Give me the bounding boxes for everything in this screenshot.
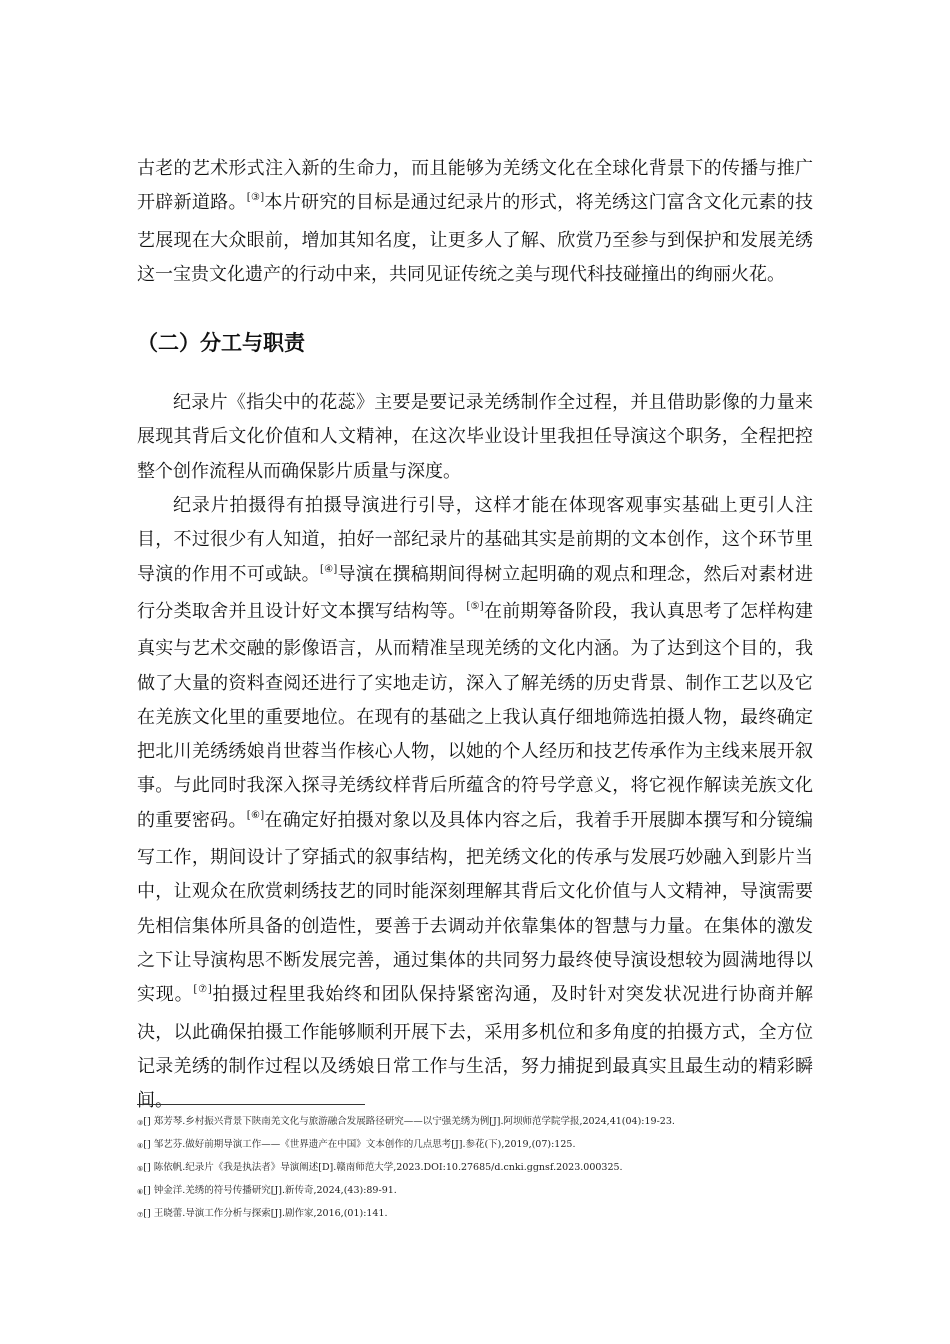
paragraph-text: 在确定好拍摄对象以及具体内容之后，我着手开展脚本撰写和分镜编写工作，期间设计了穿插式的叙事结构，把羌绣文化的传承与发展巧妙融入到影片当中，让观众在欣赏刺绣技艺的同时能深刻理解其背后文化价值与人文精神，导演需要先相信集体所具备的创造性，要善于去调动并依靠集体的智慧与力量。在集体的激发之下让导演构思不断发展完善，通过集体的共同努力最终使导演设想较为圆满地得以实现。: [137, 809, 813, 1006]
footnote-text: [] 邹艺芬.做好前期导演工作——《世界遗产在中国》文本创作的几点思考[J].参花(下),2019,(07):125.: [143, 1139, 576, 1150]
citation-ref: [⑤]: [466, 600, 484, 612]
footnote-text: [] 郑芳琴.乡村振兴背景下陕南羌文化与旅游融合发展路径研究——以宁强羌绣为例[J].阿坝师范学院学报,2024,41(04):19-23.: [143, 1116, 675, 1127]
paragraph-text: 纪录片拍摄得有拍摄导演进行引导，这样才能在体现客观事实基础上更引人注目，不过很少有人知道，拍好一部纪录片的基础其实是前期的文本创作，这个环节里导演的作用不可或缺。: [137, 495, 813, 585]
paragraph-2: [137, 489, 813, 1118]
footnotes: [137, 1116, 837, 1231]
footnote: [137, 1139, 837, 1151]
section-heading: （二）分工与职责: [137, 331, 305, 356]
footnote: [137, 1208, 837, 1220]
footnote: [137, 1162, 837, 1174]
body-text: [137, 152, 813, 1118]
citation-ref: [⑦]: [193, 984, 212, 996]
citation-ref: [⑥]: [246, 809, 265, 821]
footnote-mark: ⑤: [137, 1165, 144, 1173]
footnote-mark: ⑦: [137, 1211, 144, 1219]
paragraph-text: 古老的艺术形式注入新的生命力，而且能够为羌绣文化在全球化背景下的传播与推广开辟新道路。: [137, 158, 813, 214]
paragraph-text: 导演在撰稿期间得树立起明确的观点和理念，然后对素材进行分类取舍并且设计好文本撰写结构等。: [137, 563, 813, 622]
paragraph-intro: [137, 152, 813, 292]
footnote-text: [] 王晓蕾.导演工作分析与探索[J].剧作家,2016,(01):141.: [143, 1208, 388, 1219]
paragraph-text: 在前期筹备阶段，我认真思考了怎样构建真实与艺术交融的影像语言，从而精准呈现羌绣的文化内涵。为了达到这个目的，我做了大量的资料查阅还进行了实地走访，深入了解羌绣的历史背景、制作工艺以及它在羌族文化里的重要地位。在现有的基础之上我认真仔细地筛选拍摄人物，最终确定把北川羌绣绣娘肖世蓉当作核心人物，以她的个人经历和技艺传承作为主线来展开叙事。与此同时我深入探寻羌绣纹样背后所蕴含的符号学意义，将它视作解读羌族文化的重要密码。: [137, 600, 813, 831]
footnote: [137, 1116, 837, 1128]
citation-ref: [③]: [246, 192, 265, 204]
footnote: [137, 1185, 837, 1197]
footnote-text: [] 陈依帆.纪录片《我是执法者》导演阐述[D].赣南师范大学,2023.DOI:10.27685/d.cnki.ggnsf.2023.000325.: [143, 1162, 623, 1173]
paragraph-text: 本片研究的目标是通过纪录片的形式，将羌绣这门富含文化元素的技艺展现在大众眼前，增加其知名度，让更多人了解、欣赏乃至参与到保护和发展羌绣这一宝贵文化遗产的行动中来，共同见证传统之美与现代科技碰撞出的绚丽火花。: [137, 192, 813, 285]
footnote-divider: [137, 1104, 365, 1105]
footnote-mark: ③: [137, 1119, 144, 1127]
footnote-mark: ⑥: [137, 1188, 144, 1196]
paragraph-1: 纪录片《指尖中的花蕊》主要是要记录羌绣制作全过程，并且借助影像的力量来展现其背后文化价值和人文精神，在这次毕业设计里我担任导演这个职务，全程把控整个创作流程从而确保影片质量与深度。: [137, 392, 813, 482]
paragraph-text: 拍摄过程里我始终和团队保持紧密沟通，及时针对突发状况进行协商并解决，以此确保拍摄工作能够顺利开展下去，采用多机位和多角度的拍摄方式，全方位记录羌绣的制作过程以及绣娘日常工作与生活，努力捕捉到最真实且最生动的精彩瞬间。: [137, 984, 814, 1112]
citation-ref: [④]: [319, 563, 338, 575]
footnote-text: [] 钟金洋.羌绣的符号传播研究[J].新传奇,2024,(43):89-91.: [143, 1185, 397, 1196]
footnote-mark: ④: [137, 1142, 144, 1150]
